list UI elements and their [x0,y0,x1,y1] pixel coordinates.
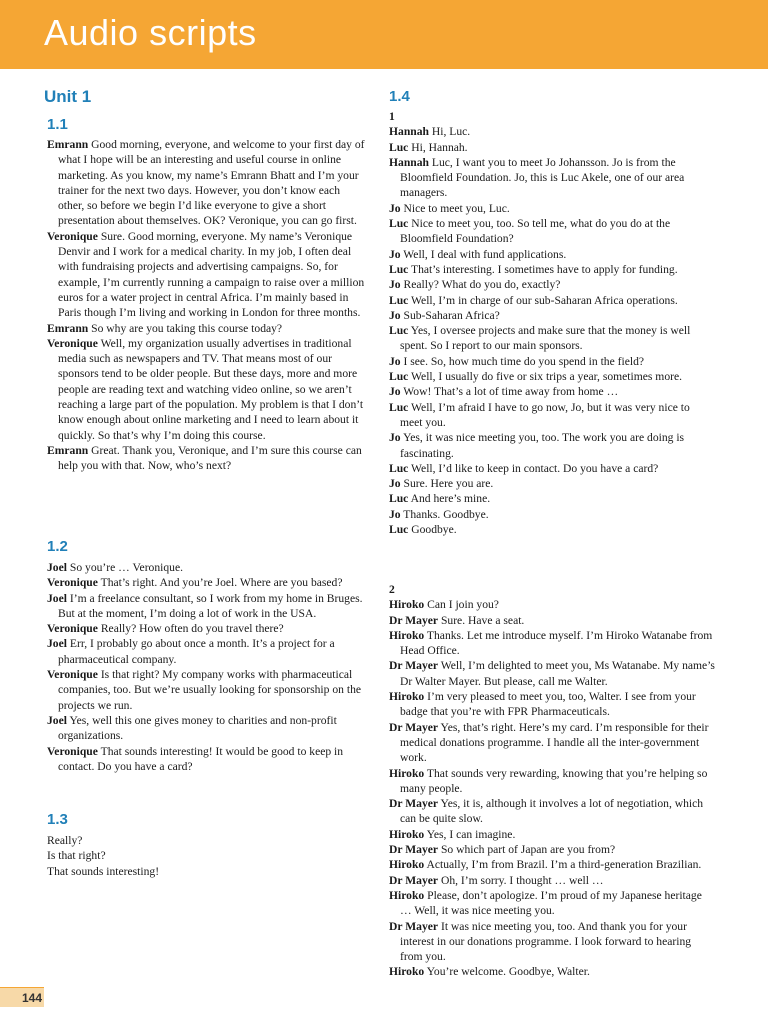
dialogue-line [389,247,715,262]
dialogue-line [389,293,715,308]
line-text: Well, I’m in charge of our sub-Saharan Africa operations. [411,293,678,307]
dialogue-line [389,857,715,872]
dialogue-line [47,321,367,336]
speaker-name: Veronique [47,668,98,682]
line-text: Yes, well this one gives money to charities and non-profit organizations. [58,713,337,743]
speaker-name: Emrann [47,443,89,457]
dialogue-line [389,689,715,720]
line-text: Err, I probably go about once a month. It’s a project for a pharmaceutical company. [58,637,335,666]
line-text: Well, I’d like to keep in contact. Do you have a card? [411,461,659,475]
speaker-name: Hiroko [389,766,425,780]
speaker-name: Emrann [47,321,89,335]
dialogue-list [389,597,715,979]
speaker-name: Dr Mayer [389,720,439,734]
speaker-name: Hiroko [389,690,425,704]
dialogue-line [389,262,715,277]
line-text: Hi, Hannah. [411,140,468,154]
page-title: Audio scripts [44,12,257,53]
line-text: It was nice meeting you, too. And thank you for your interest in our donations programme. I look forward to hearing from you. [400,919,692,964]
dialogue-line [47,137,367,229]
line-text: So you’re … Veronique. [69,561,184,574]
dialogue-line [389,155,715,201]
line-text: Thanks. Goodbye. [403,507,489,521]
dialogue-line [47,667,367,713]
line-text: Sub-Saharan Africa? [403,308,500,322]
speaker-name: Hannah [389,155,429,169]
speaker-name: Emrann [47,138,89,151]
speaker-name: Dr Mayer [389,873,439,887]
dialogue-line [47,636,367,667]
dialogue-line [47,591,367,622]
speaker-name: Hiroko [389,965,425,979]
dialogue-line [389,873,715,888]
line-text: Well, I’m delighted to meet you, Ms Watanabe. My name’s Dr Walter Mayer. But please, call me Walter. [400,659,715,688]
line-text: Sure. Good morning, everyone. My name’s Veronique Denvir and I work for a medical charity. In my job, I often deal with fundraising projects and advertising campaigns. So, for example, I’m currently running a campaign to raise over a million euros for a water project in central Africa. I’m mainly based in Paris though I’m living and working in London for three months. [58,229,365,320]
speaker-name: Joel [47,561,67,574]
dialogue-line [389,720,715,766]
dialogue-line [389,658,715,689]
dialogue-line [389,369,715,384]
line-text: Nice to meet you, too. So tell me, what do you do at the Bloomfield Foundation? [400,217,671,246]
dialogue-line [389,919,715,965]
line-text: Is that right? My company works with pharmaceutical companies, too. But we’re usually looking for sponsorship on the projects we run. [58,668,362,712]
speaker-name: Dr Mayer [389,797,439,811]
speaker-name: Hannah [389,125,429,139]
line-text: Well, my organization usually advertises in traditional media such as newspapers and TV. That means most of our sponsors tend to be older people. But these days, more and more people are reading text and watching video online, so we aren’t reaching a large part of the population. My problem is that I don’t know enough about online marketing and I need to learn about it quickly. So that’s why I’m doing this course. [58,336,364,442]
speaker-name: Luc [389,492,409,506]
script-1-1 [47,137,367,474]
script-1-3 [47,833,367,879]
speaker-name: Veronique [47,744,98,758]
dialogue-line [47,443,367,474]
line-text: I’m very pleased to meet you, too, Walter. I see from your badge that you’re with FPR Pharmaceuticals. [400,690,696,719]
speaker-name: Dr Mayer [389,613,439,627]
script-line: Is that right? [47,849,106,863]
dialogue-line [389,400,715,431]
line-text: Yes, I can imagine. [426,827,516,841]
line-text: Yes, it was nice meeting you, too. The work you are doing is fascinating. [400,431,685,460]
line-text: Yes, that’s right. Here’s my card. I’m responsible for their medical donations programme. I handle all the inter-government work. [400,720,709,765]
dialogue-line [389,277,715,292]
line-text: Good morning, everyone, and welcome to your first day of what I hope will be an interesting and useful course in online marketing. As you know, my name’s Emrann Bhatt and I’m your trainer for the next two days. However, you don’t know each other, so before we begin I’d like everyone to give a short presentation about themselves. OK? Veronique, you can go first. [58,138,365,228]
dialogue-line [389,384,715,399]
speaker-name: Jo [389,247,401,261]
dialogue-line [389,461,715,476]
speaker-name: Luc [389,400,409,414]
script-line: Really? [47,834,83,847]
script-1-4-part-2 [389,582,715,980]
line-text: Can I join you? [427,598,499,612]
dialogue-line [47,229,367,321]
part-number: 1 [389,110,395,123]
dialogue-line [389,827,715,842]
speaker-name: Dr Mayer [389,919,439,933]
line-text: Goodbye. [411,523,457,537]
line-text: Oh, I’m sorry. I thought … well … [440,873,604,887]
speaker-name: Joel [47,713,67,727]
dialogue-line [389,842,715,857]
line-text: So which part of Japan are you from? [440,843,616,857]
line-text: Hi, Luc. [431,125,471,139]
dialogue-line [47,336,367,443]
speaker-name: Luc [389,217,409,231]
speaker-name: Veronique [47,622,98,636]
section-heading-1-3: 1.3 [47,811,68,828]
line-text: Wow! That’s a lot of time away from home … [403,385,619,399]
line-text: Well, I deal with fund applications. [403,247,567,261]
dialogue-line [389,308,715,323]
line-text: Luc, I want you to meet Jo Johansson. Jo is from the Bloomfield Foundation. Jo, this is Luc Akele, one of our area managers. [400,155,685,200]
line-text: That sounds very rewarding, knowing that you’re helping so many people. [400,766,708,795]
dialogue-line [389,964,715,979]
line-text: Sure. Have a seat. [440,613,525,627]
line-text: And here’s mine. [410,492,491,506]
speaker-name: Hiroko [389,858,425,872]
section-heading-1-1: 1.1 [47,116,68,133]
dialogue-line [389,430,715,461]
speaker-name: Luc [389,523,409,537]
script-line: That sounds interesting! [47,864,160,878]
speaker-name: Luc [389,262,409,276]
line-text: So why are you taking this course today? [91,321,283,335]
line-text: Sure. Here you are. [403,477,494,491]
speaker-name: Jo [389,477,401,491]
script-1-2 [47,560,367,774]
line-text: That’s right. And you’re Joel. Where are you based? [100,576,343,590]
line-text: Well, I usually do five or six trips a year, sometimes more. [411,370,683,384]
dialogue-line [389,491,715,506]
speaker-name: Jo [389,308,401,322]
line-text: Nice to meet you, Luc. [403,201,510,215]
speaker-name: Luc [389,140,409,154]
speaker-name: Luc [389,370,409,384]
dialogue-line [389,216,715,247]
speaker-name: Jo [389,507,401,521]
dialogue-line [47,744,367,775]
line-text: Please, don’t apologize. I’m proud of my Japanese heritage … Well, it was nice meeting you. [400,888,702,918]
dialogue-line [389,354,715,369]
line-text: I’m a freelance consultant, so I work from my home in Bruges. But at the moment, I’m doing a lot of work in the USA. [58,591,363,620]
line-text: You’re welcome. Goodbye, Walter. [426,965,590,979]
dialogue-line [389,597,715,612]
dialogue-line [389,613,715,628]
speaker-name: Joel [47,591,67,605]
speaker-name: Luc [389,461,409,475]
speaker-name: Hiroko [389,598,425,612]
dialogue-line [389,201,715,216]
unit-title: Unit 1 [44,87,92,106]
header-banner [0,0,768,69]
dialogue-line [47,560,367,575]
dialogue-line [47,713,367,744]
speaker-name: Jo [389,201,401,215]
dialogue-line [47,575,367,590]
line-text: Yes, I oversee projects and make sure that the money is well spent. So I report to our main sponsors. [400,324,691,353]
speaker-name: Veronique [47,336,98,350]
dialogue-line [389,124,715,139]
dialogue-list [389,124,715,537]
dialogue-line [389,476,715,491]
dialogue-line [389,766,715,797]
dialogue-line [389,888,715,919]
line-text: That sounds interesting! It would be good to keep in contact. Do you have a card? [58,744,344,773]
speaker-name: Veronique [47,576,98,590]
speaker-name: Jo [389,431,401,445]
section-heading-1-4: 1.4 [389,88,410,105]
speaker-name: Hiroko [389,827,425,841]
line-text: I see. So, how much time do you spend in the field? [403,354,645,368]
section-heading-1-2: 1.2 [47,538,68,555]
line-text: That’s interesting. I sometimes have to apply for funding. [411,262,678,276]
speaker-name: Luc [389,293,409,307]
line-text: Well, I’m afraid I have to go now, Jo, but it was very nice to meet you. [400,400,690,429]
speaker-name: Hiroko [389,628,425,642]
dialogue-line [389,522,715,537]
dialogue-line [389,140,715,155]
script-1-4-part-1 [389,109,715,537]
dialogue-line [389,323,715,354]
line-text: Actually, I’m from Brazil. I’m a third-generation Brazilian. [426,858,702,872]
speaker-name: Jo [389,385,401,399]
dialogue-line [389,507,715,522]
speaker-name: Jo [389,354,401,368]
dialogue-line [389,628,715,659]
speaker-name: Joel [47,637,67,651]
page-number: 144 [0,987,44,1007]
speaker-name: Luc [389,324,409,338]
speaker-name: Jo [389,278,401,292]
speaker-name: Veronique [47,229,98,243]
dialogue-line [47,621,367,636]
speaker-name: Dr Mayer [389,659,439,673]
line-text: Really? What do you do, exactly? [403,278,561,292]
speaker-name: Dr Mayer [389,843,439,857]
dialogue-line [389,796,715,827]
part-number: 2 [389,583,395,596]
line-text: Yes, it is, although it involves a lot of negotiation, which can be quite slow. [400,797,704,826]
line-text: Really? How often do you travel there? [100,622,284,636]
line-text: Thanks. Let me introduce myself. I’m Hiroko Watanabe from Head Office. [400,628,713,658]
speaker-name: Hiroko [389,888,425,902]
line-text: Great. Thank you, Veronique, and I’m sure this course can help you with that. Now, who’s next? [58,443,362,473]
